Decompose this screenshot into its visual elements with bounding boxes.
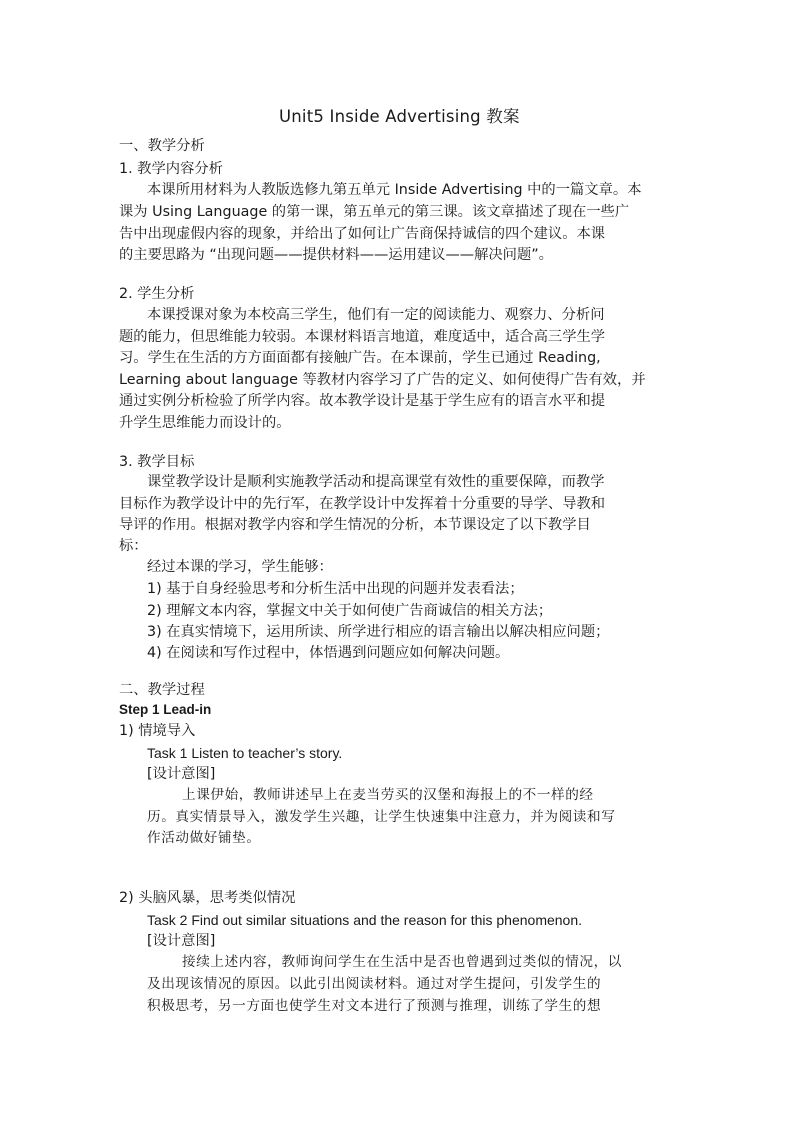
task-line: Task 1 Listen to teacher’s story. — [147, 745, 343, 761]
paragraph-line: 本课授课对象为本校高三学生，他们有一定的阅读能力、观察力、分析问 — [147, 307, 605, 323]
paragraph-line: 目标作为教学设计中的先行军，在教学设计中发挥着十分重要的导学、导教和 — [119, 496, 606, 512]
paragraph-line: 告中出现虚假内容的现象，并给出了如何让广告商保持诚信的四个建议。本课 — [119, 226, 606, 242]
subheading-objectives: 3. 教学目标 — [119, 454, 195, 470]
task-line: Task 2 Find out similar situations and the reason for this phenomenon. — [147, 912, 583, 928]
section-heading-process: 二、教学过程 — [119, 682, 205, 698]
design-intent-label: [设计意图] — [147, 766, 216, 782]
paragraph-line: 升学生思维能力而设计的。 — [119, 415, 291, 431]
objective-item: 3) 在真实情境下，运用所读、所学进行相应的语言输出以解决相应问题； — [147, 624, 610, 640]
paragraph-line: 题的能力，但思维能力较弱。本课材料语言地道，难度适中，适合高三学生学 — [119, 329, 606, 345]
design-intent-line: 作活动做好铺垫。 — [147, 830, 261, 846]
paragraph-line: Learning about language 等教材内容学习了广告的定义、如何使得广告有效，并 — [119, 372, 646, 388]
objective-item: 1) 基于自身经验思考和分析生活中出现的问题并发表看法； — [147, 581, 524, 597]
paragraph-line: 导评的作用。根据对教学内容和学生情况的分析，本节课设定了以下教学目 — [119, 517, 591, 533]
subheading-brainstorm: 2) 头脑风暴，思考类似情况 — [119, 890, 296, 906]
design-intent-line: 历。真实情景导入，激发学生兴趣，让学生快速集中注意力，并为阅读和写 — [147, 809, 616, 825]
subheading-content-analysis: 1. 教学内容分析 — [119, 161, 223, 177]
paragraph-line: 本课所用材料为人教版选修九第五单元 Inside Advertising 中的一篇文章。本 — [147, 182, 642, 198]
design-intent-line: 上课伊始，教师讲述早上在麦当劳买的汉堡和海报上的不一样的经 — [182, 787, 594, 803]
objective-item: 2) 理解文本内容，掌握文中关于如何使广告商诚信的相关方法； — [147, 603, 553, 619]
paragraph-line: 课为 Using Language 的第一课，第五单元的第三课。该文章描述了现在一些广 — [119, 204, 630, 220]
page-title: Unit5 Inside Advertising 教案 — [279, 107, 520, 126]
objective-item: 4) 在阅读和写作过程中，体悟遇到问题应如何解决问题。 — [147, 645, 510, 661]
section-heading-analysis: 一、教学分析 — [119, 138, 205, 154]
design-intent-line: 接续上述内容，教师询问学生在生活中是否也曾遇到过类似的情况，以 — [182, 954, 623, 970]
step-heading: Step 1 Lead-in — [119, 702, 212, 717]
paragraph-line: 习。学生在生活的方方面面都有接触广告。在本课前，学生已通过 Reading, — [119, 350, 601, 366]
paragraph-line: 的主要思路为 “出现问题——提供材料——运用建议——解决问题”。 — [119, 247, 553, 263]
objectives-intro: 经过本课的学习，学生能够： — [147, 559, 333, 575]
design-intent-label: [设计意图] — [147, 933, 216, 949]
paragraph-line: 通过实例分析检验了所学内容。故本教学设计是基于学生应有的语言水平和提 — [119, 393, 606, 409]
paragraph-line: 标： — [119, 538, 148, 554]
subheading-student-analysis: 2. 学生分析 — [119, 286, 195, 302]
design-intent-line: 积极思考，另一方面也使学生对文本进行了预测与推理，训练了学生的想 — [147, 998, 602, 1014]
paragraph-line: 课堂教学设计是顺利实施教学活动和提高课堂有效性的重要保障，而教学 — [147, 474, 605, 490]
design-intent-line: 及出现该情况的原因。以此引出阅读材料。通过对学生提问，引发学生的 — [147, 976, 602, 992]
subheading-scenario-intro: 1) 情境导入 — [119, 723, 196, 739]
